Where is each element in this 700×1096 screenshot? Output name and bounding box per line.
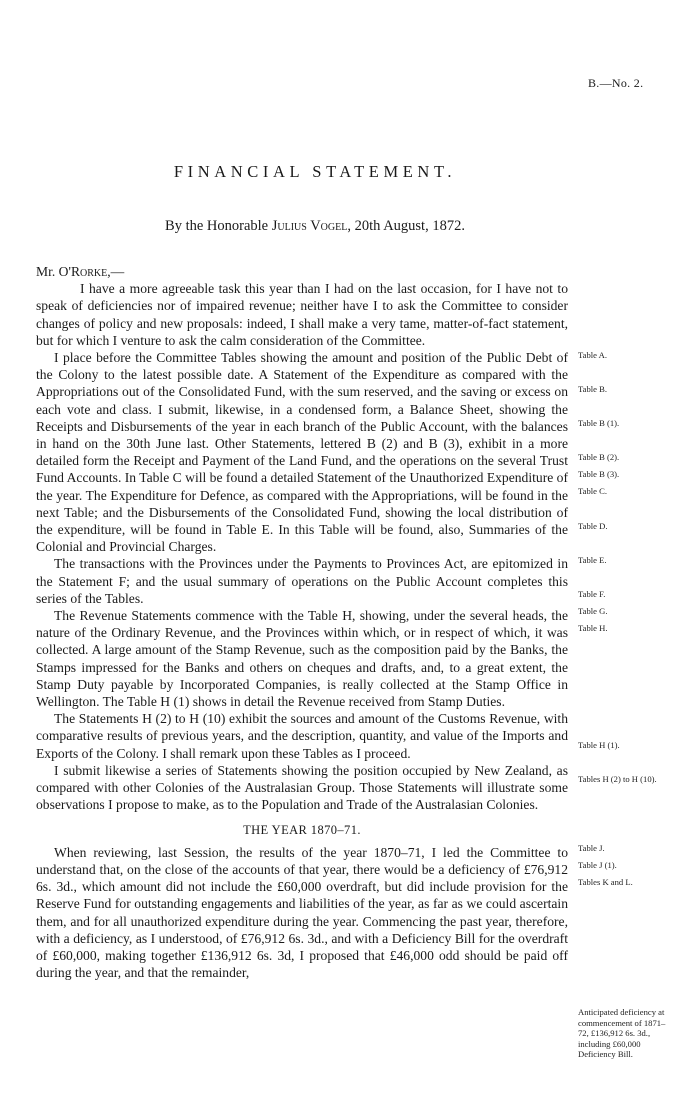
margin-note-table-e: Table E. xyxy=(578,555,607,565)
margin-note-table-j: Table J. xyxy=(578,843,605,853)
margin-note-table-d: Table D. xyxy=(578,521,608,531)
byline-date: , 20th August, 1872. xyxy=(347,218,465,234)
paragraph-tables: I place before the Committee Tables showing the amount and position of the Public Debt of the Colony to the latest possible date. A Statement of the Expenditure as compared with the Appropriations out of the Consolidated Fund, with the sum reserved, and the saving or excess on each vote and class. I submit, likewise, in a condensed form, a Balance Sheet, showing the Receipts and Disbursements of the year in each branch of the Public Account, with the balances in hand on the 30th June last. Other Statements, lettered B (2) and B (3), exhibit in a more detailed form the Receipt and Payment of the Land Fund, and the operations on the several Trust Fund Accounts. In Table C will be found a detailed Statement of the Unauthorized Expenditure of the year. The Expenditure for Defence, as compared with the Appropriations, will be found in the next Table; and the Disbursements of the Consolidated Fund, showing the local distribution of the expenditure, will be found in Table E. In this Table will be found, also, Summaries of the Colonial and Provincial Charges. xyxy=(36,350,568,555)
author-name: Julius Vogel xyxy=(271,218,348,234)
paragraph-year: When reviewing, last Session, the results of the year 1870–71, I led the Committee to understand that, on the close of the accounts of that year, there would be a deficiency of £76,912 6s. 3d., which amount did not include the £60,000 overdraft, but did include provision for the Reserve Fund for outstanding engagements and liabilities of the year, as far as we could ascertain them, and for all unauthorized expenditure during the year. Commencing the past year, therefore, with a deficiency, as I understood, of £76,912 6s. 3d., and with a Deficiency Bill for the overdraft of £60,000, making together £136,912 6s. 3d, I proposed that £46,000 odd should be paid off during the year, and that the remainder, xyxy=(36,844,568,981)
page-reference: B.—No. 2. xyxy=(588,76,644,90)
margin-note-table-b3: Table B (3). xyxy=(578,469,620,479)
statement-body xyxy=(36,263,568,981)
salutation xyxy=(36,263,568,280)
margin-note-table-g: Table G. xyxy=(578,606,608,616)
margin-note-table-c: Table C. xyxy=(578,486,607,496)
margin-note-table-h1: Table H (1). xyxy=(578,740,620,750)
margin-note-table-h: Table H. xyxy=(578,623,608,633)
byline-prefix: By the Honorable xyxy=(165,218,269,234)
margin-note-table-f: Table F. xyxy=(578,589,606,599)
margin-note-table-j1: Table J (1). xyxy=(578,860,617,870)
section-heading: THE YEAR 1870–71. xyxy=(243,822,361,837)
paragraph-opening: I have a more agreeable task this year than I had on the last occasion, for I have not to speak of deficiencies nor of impaired revenue; neither have I to ask the Committee to consider changes of policy and new proposals: indeed, I shall make a very tame, matter-of-fact statement, but for which I venture to ask the calm consideration of the Committee. xyxy=(36,281,568,348)
margin-note-table-b1: Table B (1). xyxy=(578,418,620,428)
margin-note-anticipated-deficiency: Anticipated deficiency at commencement of 1871–72, £136,912 6s. 3d., including £60,000 Deficiency Bill. xyxy=(578,1007,666,1059)
margin-note-tables-h2-h10: Tables H (2) to H (10). xyxy=(578,774,657,784)
margin-note-table-b2: Table B (2). xyxy=(578,452,620,462)
paragraph-provinces: The transactions with the Provinces under the Payments to Provinces Act, are epitomized in the Statement F; and the usual summary of operations on the Public Account completes this series of the Tables. xyxy=(36,556,568,606)
salutation-dash: ,— xyxy=(107,264,125,279)
margin-note-table-b: Table B. xyxy=(578,384,607,394)
salutation-name: O'Rorke xyxy=(58,264,108,279)
paragraph-revenue: The Revenue Statements commence with the Table H, showing, under the several heads, the nature of the Ordinary Revenue, and the Provinces within which, or in respect of which, it was collected. A large amount of the Stamp Revenue, such as the composition paid by the Banks, the Stamps impressed for the Banks and others on cheques and drafts, and, to a great extent, the Stamp Duty payable by Incorporated Companies, is really collected at the Stamp Office in Wellington. The Table H (1) shows in detail the Revenue received from Stamp Duties. xyxy=(36,608,568,710)
salutation-title: Mr. xyxy=(36,264,56,279)
margin-note-table-a: Table A. xyxy=(578,350,607,360)
paragraph-customs: The Statements H (2) to H (10) exhibit the sources and amount of the Customs Revenue, with comparative results of previous years, and the description, quantity, and value of the Imports and Exports of the Colony. I shall remark upon these Tables as I proceed. xyxy=(36,711,568,761)
page-title: FINANCIAL STATEMENT. xyxy=(173,162,457,181)
byline xyxy=(0,218,630,235)
margin-note-tables-k-l: Tables K and L. xyxy=(578,877,633,887)
paragraph-australasia: I submit likewise a series of Statements showing the position occupied by New Zealand, as compared with other Colonies of the Australasian Group. Those Statements will illustrate some observations I propose to make, as to the Population and Trade of the Australasian Colonies. xyxy=(36,762,568,813)
